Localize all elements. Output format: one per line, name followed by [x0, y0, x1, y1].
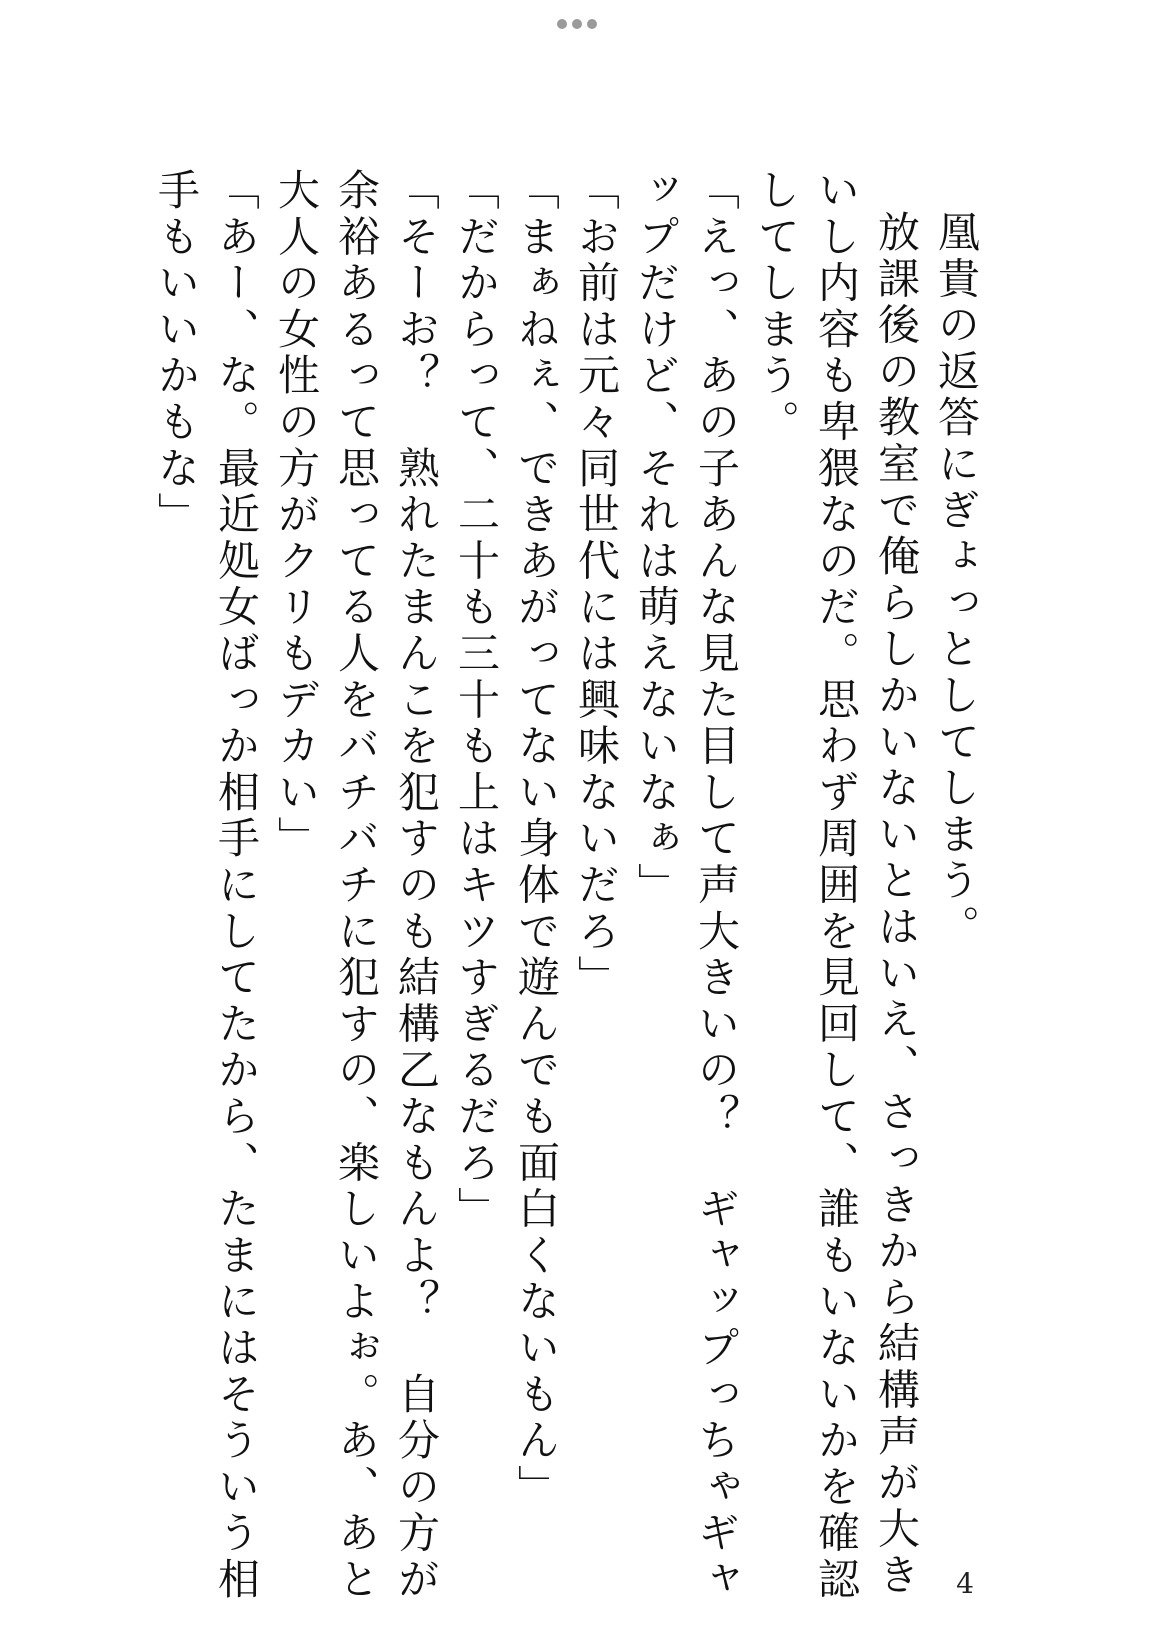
text-line: 「だからって、二十も三十も上はキツすぎるだろ」: [452, 168, 501, 1233]
text-line: 余裕あるって思ってる人をバチバチに犯すの、楽しいよぉ。あ、あと: [332, 168, 381, 1604]
text-line: してしまう。: [752, 168, 801, 446]
text-line: 凰貴の返答にぎょっとしてしまう。: [932, 210, 981, 951]
page-number: 4: [956, 1567, 974, 1600]
text-line: ップだけど、それは萌えないなぁ」: [632, 168, 681, 909]
text-line: 「えっ、あの子あんな見た目して声大きいの？ ギャップっちゃギャ: [692, 168, 741, 1604]
ellipsis-icon: [572, 19, 582, 29]
text-line: 「まぁねぇ、できあがってない身体で遊んでも面白くないもん」: [512, 168, 561, 1511]
text-line: 放課後の教室で俺らしかいないとはいえ、さっきから結構声が大き: [872, 210, 921, 1599]
vertical-text-body: [146, 168, 986, 1604]
ellipsis-icon: [587, 19, 597, 29]
text-line: 大人の女性の方がクリもデカい」: [272, 168, 321, 863]
reader-menu-button[interactable]: [557, 18, 597, 30]
text-line: 「そーお？ 熟れたまんこを犯すのも結構乙なもんよ？ 自分の方が: [392, 168, 441, 1604]
text-line: いし内容も卑猥なのだ。思わず周囲を見回して、誰もいないかを確認: [812, 168, 861, 1604]
text-line: 「あー、な。最近処女ばっか相手にしてたから、たまにはそういう相: [212, 168, 261, 1604]
text-line: 手もいいかもな」: [152, 168, 201, 539]
ellipsis-icon: [557, 19, 567, 29]
text-line: 「お前は元々同世代には興味ないだろ」: [572, 168, 621, 1002]
